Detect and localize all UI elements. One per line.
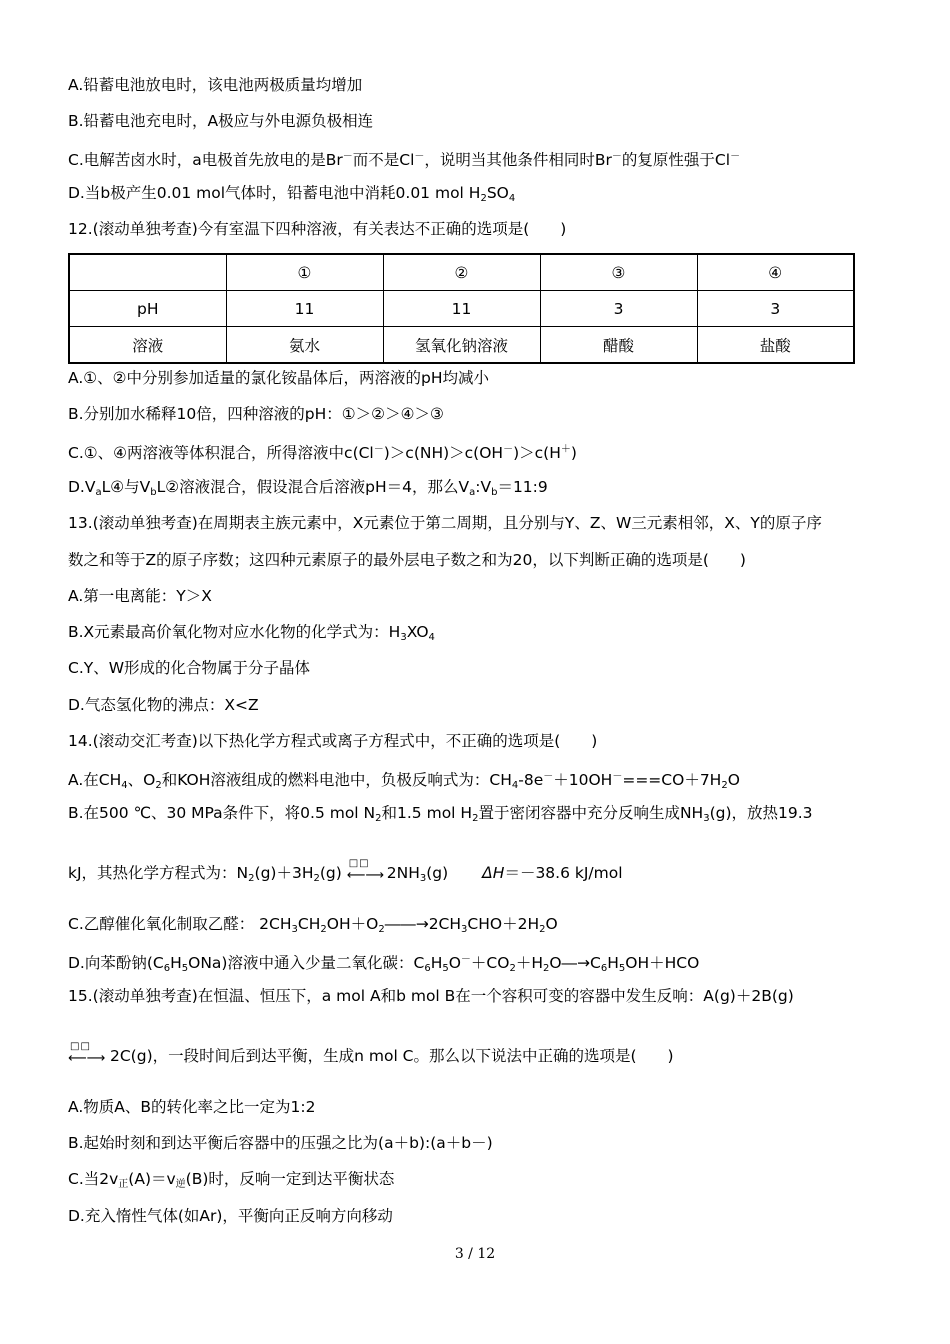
q11-option-c: C.电解苦卤水时，a电极首先放电的是Br－而不是Cl－，说明当其他条件相同时Br－的复原性强于Cl－ <box>68 151 741 169</box>
q15-option-d: D.充入惰性气体(如Ar)，平衡向正反响方向移动 <box>68 1207 393 1225</box>
table-cell: ④ <box>697 254 854 291</box>
q11-option-d: D.当b极产生0.01 mol气体时，铅蓄电池中消耗0.01 mol $H_2SO_4$ <box>68 184 516 204</box>
table-cell: 盐酸 <box>697 327 854 364</box>
q14-stem: 14.(滚动交汇考查)以下热化学方程式或离子方程式中，不正确的选项是( ) <box>68 732 598 750</box>
q13-option-d: D.气态氢化物的沸点：X<Z <box>68 696 259 714</box>
table-cell <box>69 254 226 291</box>
table-cell: 3 <box>697 291 854 327</box>
table-cell: 溶液 <box>69 327 226 364</box>
q15-option-a: A.物质A、B的转化率之比一定为1:2 <box>68 1098 316 1116</box>
table-cell: 醋酸 <box>540 327 697 364</box>
q14-option-d: D.向苯酚钠$(C_6H_5ONa)$溶液中通入少量二氧化碳：$C_6H_5O^-+CO_2+H_2O―\to C_6H_5OH+HCO$ <box>68 954 700 974</box>
q14-option-a: A.在$CH_4$、$O_2$和KOH溶液组成的燃料电池中，负极反响式为：$CH_4-8e^-+10OH^-===CO+7H_2O$ <box>68 771 740 791</box>
q13-option-b: B.X元素最高价氧化物对应水化物的化学式为：$H_3XO_4$ <box>68 623 435 643</box>
table-cell: 11 <box>383 291 540 327</box>
q14-option-b-line-1: B.在500 ℃、30 MPa条件下，将0.5 mol $N_2$和1.5 mol $H_2$置于密闭容器中充分反响生成$NH_3(g)$，放热19.3 <box>68 804 813 824</box>
q14-option-c: C.乙醇催化氧化制取乙醛： $2CH_3CH_2OH+O_2――\to 2CH_3CHO+2H_2O$ <box>68 915 558 935</box>
q13-stem-line-1: 13.(滚动单独考查)在周期表主族元素中，X元素位于第二周期，且分别与Y、Z、W三元素相邻，X、Y的原子序 <box>68 514 822 532</box>
equilibrium-arrow-icon: □□ ⟵⟶ <box>346 857 385 883</box>
q12-solution-table <box>68 253 855 364</box>
q13-option-a: A.第一电离能：Y＞X <box>68 587 212 605</box>
table-row-ph <box>69 291 854 327</box>
table-cell: 11 <box>226 291 383 327</box>
equilibrium-arrow-icon: □□ ⟵⟶ <box>68 1040 106 1066</box>
table-cell: ① <box>226 254 383 291</box>
page-number: 3 / 12 <box>454 1246 496 1262</box>
table-cell: ② <box>383 254 540 291</box>
table-cell: 氢氧化钠溶液 <box>383 327 540 364</box>
table-header-row <box>69 254 854 291</box>
table-cell: ③ <box>540 254 697 291</box>
q11-option-a: A.铅蓄电池放电时，该电池两极质量均增加 <box>68 76 363 94</box>
q15-option-c: C.当$2v_正(A)=v_逆(B)$时，反响一定到达平衡状态 <box>68 1170 395 1190</box>
table-cell: 氨水 <box>226 327 383 364</box>
table-cell: 3 <box>540 291 697 327</box>
q15-stem-line-2: □□ ⟵⟶ 2C(g)，一段时间后到达平衡，生成n mol C。那么以下说法中正确的选项是( ) <box>68 1040 674 1066</box>
q13-option-c: C.Y、W形成的化合物属于分子晶体 <box>68 659 311 677</box>
q12-option-a: A.①、②中分别参加适量的氯化铵晶体后，两溶液的pH均减小 <box>68 369 490 387</box>
table-row-solution <box>69 327 854 364</box>
q15-stem-line-1: 15.(滚动单独考查)在恒温、恒压下，a mol A和b mol B在一个容积可变的容器中发生反响：A(g)＋2B(g) <box>68 987 794 1005</box>
q11-option-b: B.铅蓄电池充电时，A极应与外电源负极相连 <box>68 112 374 130</box>
q12-stem: 12.(滚动单独考查)今有室温下四种溶液，有关表达不正确的选项是( ) <box>68 220 567 238</box>
q12-option-d: $D.V_aL④$与$V_bL②$溶液混合，假设混合后溶液pH＝4，那么$V_a:V_b=11:9$ <box>68 478 548 498</box>
q13-stem-line-2: 数之和等于Z的原子序数；这四种元素原子的最外层电子数之和为20，以下判断正确的选项是( ) <box>68 551 746 569</box>
q15-option-b: B.起始时刻和到达平衡后容器中的压强之比为(a＋b):(a＋b－) <box>68 1134 493 1152</box>
q14-option-b-line-2: kJ，其热化学方程式为：$N_2(g)+3H_2(g)$ □□ ⟵⟶ $2NH_3(g)$ ΔH＝－38.6 kJ/mol <box>68 857 623 884</box>
q12-option-c: C.①、④两溶液等体积混合，所得溶液中c(Cl－)＞c(NH)＞c(OH－)＞c(H＋) <box>68 444 577 462</box>
table-cell: pH <box>69 291 226 327</box>
q12-option-b: B.分别加水稀释10倍，四种溶液的pH：①＞②＞④＞③ <box>68 405 444 423</box>
